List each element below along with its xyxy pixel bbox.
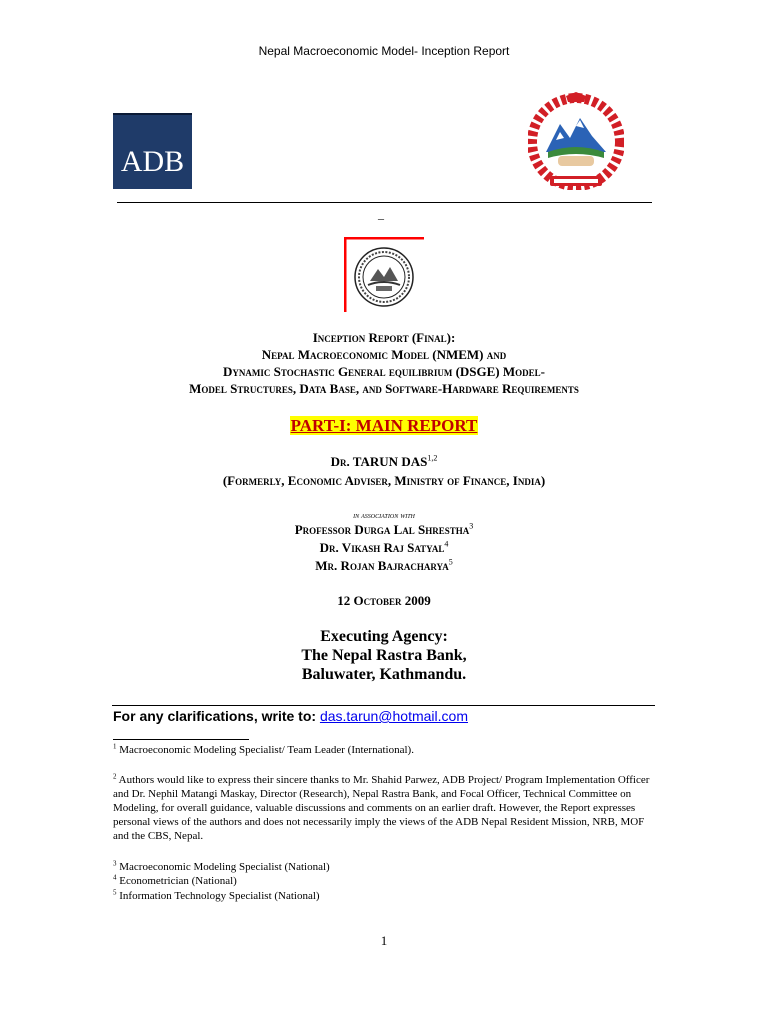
footnote — [113, 773, 653, 843]
author-line — [0, 452, 768, 471]
association-label: in association with — [353, 511, 415, 520]
footnote-ref: 5 — [448, 557, 453, 567]
author-name: Dr. TARUN DAS — [330, 454, 428, 469]
author-footnote-ref: 1,2 — [427, 453, 438, 463]
nepal-rastra-bank-seal-logo — [344, 237, 424, 312]
adb-logo-text: ADB — [120, 145, 185, 178]
associate-name: Mr. Rojan Bajracharya — [315, 558, 449, 573]
agency-line: Baluwater, Kathmandu. — [301, 666, 467, 683]
associate-line — [0, 539, 768, 557]
separator-mark: _ — [378, 207, 384, 221]
associate-line — [0, 521, 768, 539]
horizontal-rule-top — [117, 202, 652, 203]
horizontal-rule-middle — [112, 705, 655, 706]
part-label — [0, 416, 768, 436]
nepal-emblem-logo — [528, 92, 624, 190]
footnote-number: 4 — [113, 873, 117, 882]
footnote — [113, 874, 653, 888]
contact-email-link[interactable]: das.tarun@hotmail.com — [319, 708, 468, 724]
footnote-text: Macroeconomic Modeling Specialist/ Team Leader (International). — [119, 744, 414, 756]
adb-logo — [113, 113, 192, 189]
agency-line: The Nepal Rastra Bank, — [301, 647, 467, 664]
author-block — [0, 452, 768, 490]
part-label-text: PART-I: MAIN REPORT — [290, 416, 478, 435]
association-block — [0, 521, 768, 575]
footnote-text: Econometrician (National) — [119, 875, 237, 887]
title-line: Model Structures, Data Base, and Software-Hardware Requirements — [189, 381, 579, 396]
footnote — [113, 743, 653, 757]
title-line: Dynamic Stochastic General equilibrium (DSGE) Model- — [222, 364, 545, 379]
running-header: Nepal Macroeconomic Model- Inception Report — [258, 44, 510, 58]
page-number: 1 — [380, 933, 388, 948]
footnote-text: Authors would like to express their sincere thanks to Mr. Shahid Parwez, ADB Project/ Program Implementation Officer and Dr. Nephil Matangi Maskay, Director (Research), Nepal Rastra Bank, and Focal Officer, Technical Committee on Modeling, for overall guidance, valuable discussions and comments on an earlier draft. However, the Report expresses personal views of the authors and does not necessarily imply the views of the ADB Nepal Resident Mission, NRB, MOF and the CBS, Nepal. — [113, 774, 650, 842]
footnote — [113, 889, 653, 903]
footnote-number: 1 — [113, 742, 117, 751]
associate-line — [0, 557, 768, 575]
footnote-ref: 4 — [444, 539, 449, 549]
agency-line: Executing Agency: — [320, 628, 448, 645]
footnote-separator — [113, 739, 249, 740]
footnote-ref: 3 — [469, 521, 474, 531]
footnote-number: 3 — [113, 859, 117, 868]
author-affiliation: (Formerly, Economic Adviser, Ministry of Finance, India) — [222, 473, 546, 488]
executing-agency-block — [0, 627, 768, 684]
report-date: 12 October 2009 — [337, 593, 431, 608]
contact-line — [113, 708, 468, 724]
footnote-text: Macroeconomic Modeling Specialist (National) — [119, 861, 330, 873]
title-line: Nepal Macroeconomic Model (NMEM) and — [261, 347, 507, 362]
footnote-number: 2 — [113, 772, 117, 781]
contact-label: For any clarifications, write to: — [113, 708, 317, 724]
associate-name: Professor Durga Lal Shrestha — [294, 522, 470, 537]
associate-name: Dr. Vikash Raj Satyal — [319, 540, 445, 555]
footnote-text: Information Technology Specialist (National) — [119, 890, 320, 902]
report-title-block — [0, 329, 768, 397]
footnote — [113, 860, 653, 874]
footnote-number: 5 — [113, 888, 117, 897]
title-line: Inception Report (Final): — [312, 330, 456, 345]
